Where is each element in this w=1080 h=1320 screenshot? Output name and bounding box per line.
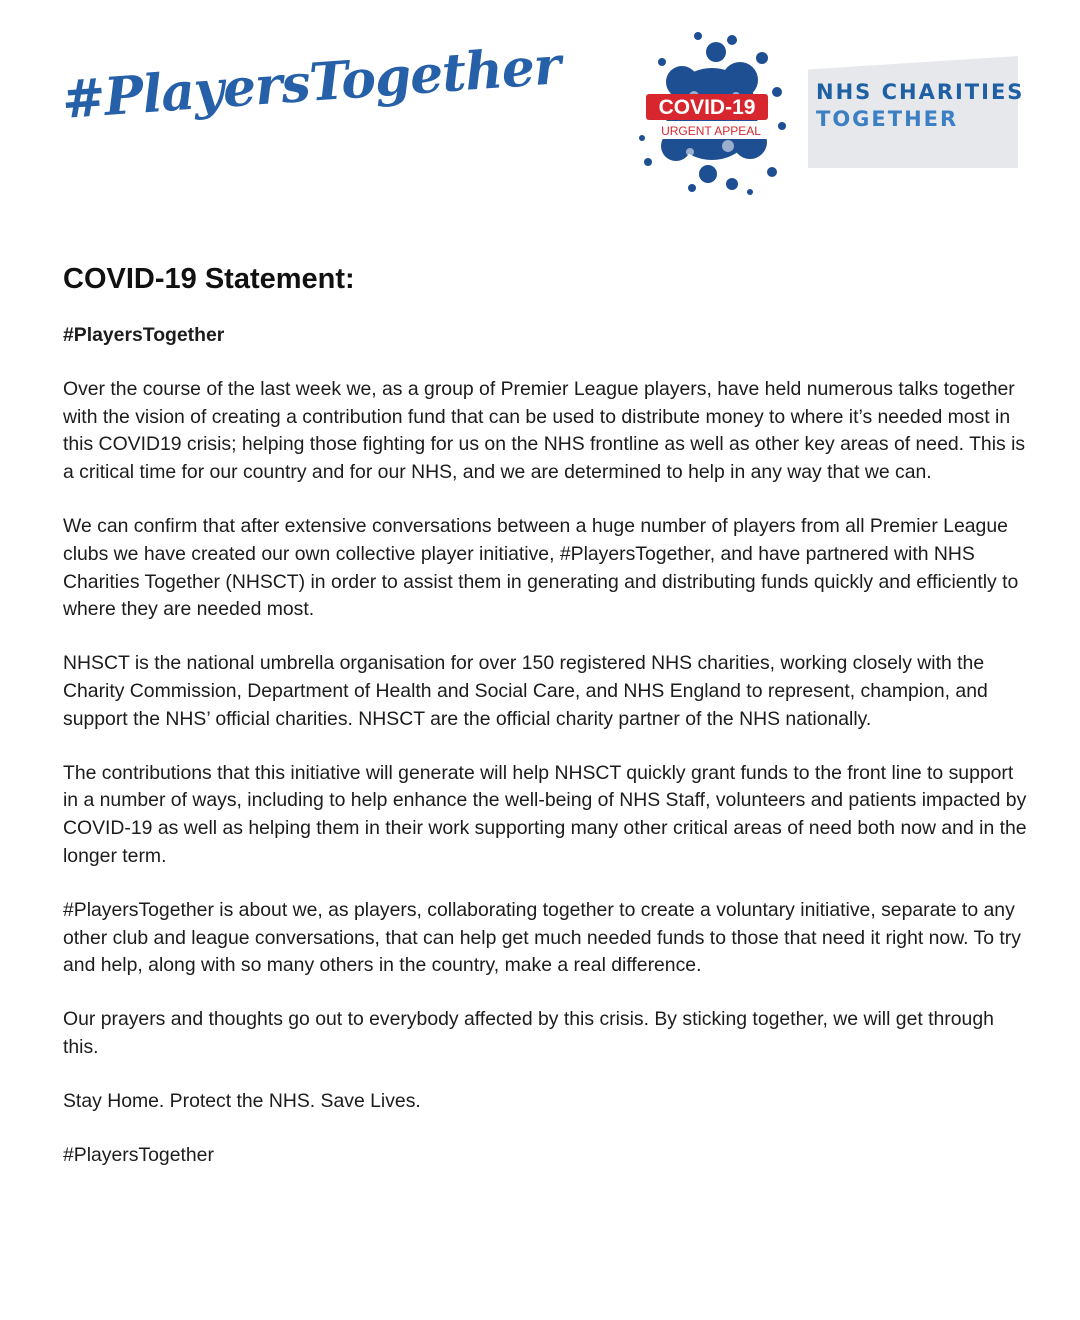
badge-title: COVID-19 xyxy=(658,96,756,119)
slogan: Stay Home. Protect the NHS. Save Lives. xyxy=(63,1089,421,1112)
statement-title: COVID-19 Statement: xyxy=(63,263,355,295)
header xyxy=(0,0,1080,230)
paragraph: Our prayers and thoughts go out to everybody affected by this crisis. By sticking together, we will get through this. xyxy=(63,1008,994,1058)
nhs-logo-line1: NHS CHARITIES xyxy=(816,80,1025,104)
paragraph: The contributions that this initiative will generate will help NHSCT quickly grant funds to the front line to support in a number of ways, including to help enhance the well-being of NHS Staff, volunteers and patients impacted by COVID-19 as well as helping them in their work supporting many other critical areas of need both now and in the longer term. xyxy=(63,761,1027,867)
paragraph: #PlayersTogether is about we, as players, collaborating together to create a voluntary initiative, separate to any other club and league conversations, that can help get much needed funds to those that need it right now. To try and help, along with so many others in the country, make a real difference. xyxy=(63,898,1021,977)
paragraph: NHSCT is the national umbrella organisation for over 150 registered NHS charities, working closely with the Charity Commission, Department of Health and Social Care, and NHS England to represent, champion, and support the NHS’ official charities. NHSCT are the official charity partner of the NHS nationally. xyxy=(63,652,988,730)
paragraph: We can confirm that after extensive conversations between a huge number of players from all Premier League clubs we have created our own collective player initiative, #PlayersTogether, and have partnered with NHS Charities Together (NHSCT) in order to assist them in generating and distributing funds quickly and efficiently to where they are needed most. xyxy=(63,514,1019,621)
players-together-logo: #PlayersTogether xyxy=(59,35,563,131)
nhs-logo-line2: TOGETHER xyxy=(816,107,959,131)
hashtag-footer: #PlayersTogether xyxy=(63,1143,214,1166)
paragraph: Over the course of the last week we, as a group of Premier League players, have held numerous talks together with the vision of creating a contribution fund that can be used to distribute money to where it’s needed most in this COVID19 crisis; helping those fighting for us on the NHS frontline as well as other key areas of need. This is a critical time for our country and for our NHS, and we are determined to help in any way that we can. xyxy=(63,377,1026,484)
badge-subtitle: URGENT APPEAL xyxy=(661,124,761,138)
hashtag-heading: #PlayersTogether xyxy=(63,324,225,346)
statement-body xyxy=(63,260,1028,1169)
covid-urgent-appeal-logo xyxy=(632,22,800,200)
